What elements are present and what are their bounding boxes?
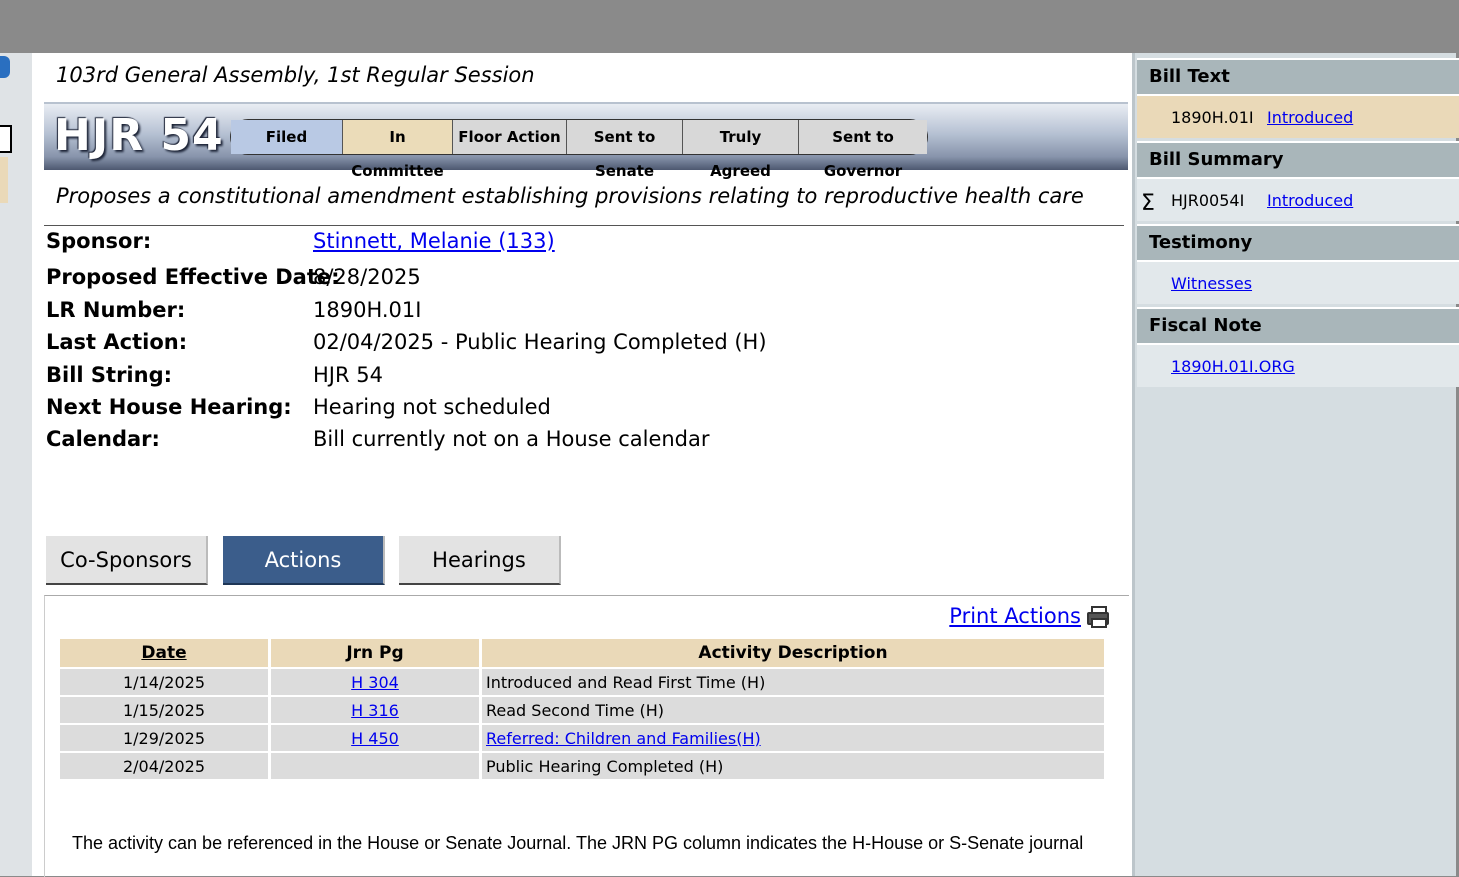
left-nav-field[interactable] — [0, 125, 12, 153]
column-header-jrn-pg: Jrn Pg — [271, 639, 479, 667]
action-date: 1/29/2025 — [60, 725, 268, 751]
journal-page-cell — [271, 725, 479, 751]
lr-number-label: LR Number: — [46, 298, 186, 322]
last-action-value: 02/04/2025 - Public Hearing Completed (H) — [313, 330, 767, 354]
printer-icon[interactable] — [1087, 606, 1109, 626]
stage-sent-to-senate: Sent to Senate — [567, 120, 683, 154]
sponsor-label: Sponsor: — [46, 229, 152, 253]
stage-filed: Filed — [231, 120, 343, 154]
sidebar-row-fiscal-note — [1137, 345, 1459, 387]
print-actions[interactable] — [949, 604, 1109, 628]
left-nav-button[interactable] — [0, 56, 10, 78]
table-row — [60, 669, 1104, 695]
stage-floor-action: Floor Action — [453, 120, 567, 154]
actions-table — [57, 637, 1107, 781]
sidebar-heading-bill-summary: Bill Summary — [1137, 141, 1459, 179]
sigma-icon: Σ — [1141, 191, 1155, 216]
journal-page-link[interactable]: H 450 — [351, 728, 399, 748]
bill-summary-introduced-link[interactable]: Introduced — [1267, 191, 1354, 210]
column-header-date[interactable]: Date — [60, 639, 268, 667]
stage-in-committee: In Committee — [343, 120, 453, 154]
bill-string-label: Bill String: — [46, 363, 173, 387]
table-row — [60, 697, 1104, 723]
effective-date-value: 8/28/2025 — [313, 265, 421, 289]
print-actions-link[interactable]: Print Actions — [949, 604, 1081, 628]
browser-top-bar — [0, 0, 1456, 53]
journal-page-link[interactable]: H 316 — [351, 700, 399, 720]
journal-page-link[interactable]: H 304 — [351, 672, 399, 692]
effective-date-label: Proposed Effective Date: — [46, 265, 340, 289]
sidebar — [1132, 53, 1456, 876]
table-row — [60, 725, 1104, 751]
witnesses-link[interactable]: Witnesses — [1171, 274, 1253, 293]
bill-id: HJR 54 — [54, 110, 224, 161]
committee-referral-link[interactable]: Referred: Children and Families(H) — [486, 728, 761, 748]
lr-number-value: 1890H.01I — [313, 298, 422, 322]
divider — [44, 225, 1124, 226]
sidebar-heading-fiscal-note: Fiscal Note — [1137, 307, 1459, 345]
action-date: 1/15/2025 — [60, 697, 268, 723]
sidebar-row-bill-summary — [1137, 179, 1459, 221]
calendar-label: Calendar: — [46, 427, 160, 451]
next-hearing-label: Next House Hearing: — [46, 395, 292, 419]
left-nav-edge — [0, 53, 32, 876]
sidebar-row-bill-text — [1137, 96, 1459, 138]
fiscal-note-link[interactable]: 1890H.01I.ORG — [1171, 357, 1295, 376]
action-date: 2/04/2025 — [60, 753, 268, 779]
sidebar-heading-testimony: Testimony — [1137, 224, 1459, 262]
action-description-cell — [482, 725, 1104, 751]
last-action-label: Last Action: — [46, 330, 188, 354]
bill-summary-code: HJR0054I — [1171, 191, 1245, 210]
sidebar-heading-bill-text: Bill Text — [1137, 58, 1459, 96]
left-nav-highlight — [0, 157, 8, 203]
sidebar-row-testimony — [1137, 262, 1459, 304]
journal-page-cell — [271, 697, 479, 723]
bill-string-value: HJR 54 — [313, 363, 383, 387]
action-description: Read Second Time (H) — [482, 697, 1104, 723]
stage-sent-to-governor: Sent to Governor — [799, 120, 927, 154]
journal-footnote: The activity can be referenced in the House or Senate Journal. The JRN PG column indicates the H-House or S-Senate journal — [72, 833, 1084, 853]
column-header-activity-description: Activity Description — [482, 639, 1104, 667]
bill-text-introduced-link[interactable]: Introduced — [1267, 108, 1354, 127]
bill-banner — [44, 102, 1128, 180]
tab-co-sponsors[interactable]: Co-Sponsors — [46, 536, 208, 585]
tab-hearings[interactable]: Hearings — [399, 536, 561, 585]
next-hearing-value: Hearing not scheduled — [313, 395, 551, 419]
sponsor-link[interactable]: Stinnett, Melanie (133) — [313, 229, 555, 253]
bill-progress-stages — [230, 119, 928, 180]
calendar-value: Bill currently not on a House calendar — [313, 427, 710, 451]
action-description: Introduced and Read First Time (H) — [482, 669, 1104, 695]
tab-actions[interactable]: Actions — [223, 536, 385, 585]
journal-page-cell — [271, 669, 479, 695]
action-description: Public Hearing Completed (H) — [482, 753, 1104, 779]
table-row — [60, 753, 1104, 779]
table-header-row — [60, 639, 1104, 667]
stage-truly-agreed: Truly Agreed — [683, 120, 799, 154]
bill-text-code: 1890H.01I — [1171, 108, 1254, 127]
journal-page-cell — [271, 753, 479, 779]
main-content — [32, 53, 1132, 876]
action-date: 1/14/2025 — [60, 669, 268, 695]
session-title: 103rd General Assembly, 1st Regular Session — [56, 63, 535, 87]
bill-description: Proposes a constitutional amendment establishing provisions relating to reproductive health care — [56, 184, 1084, 208]
